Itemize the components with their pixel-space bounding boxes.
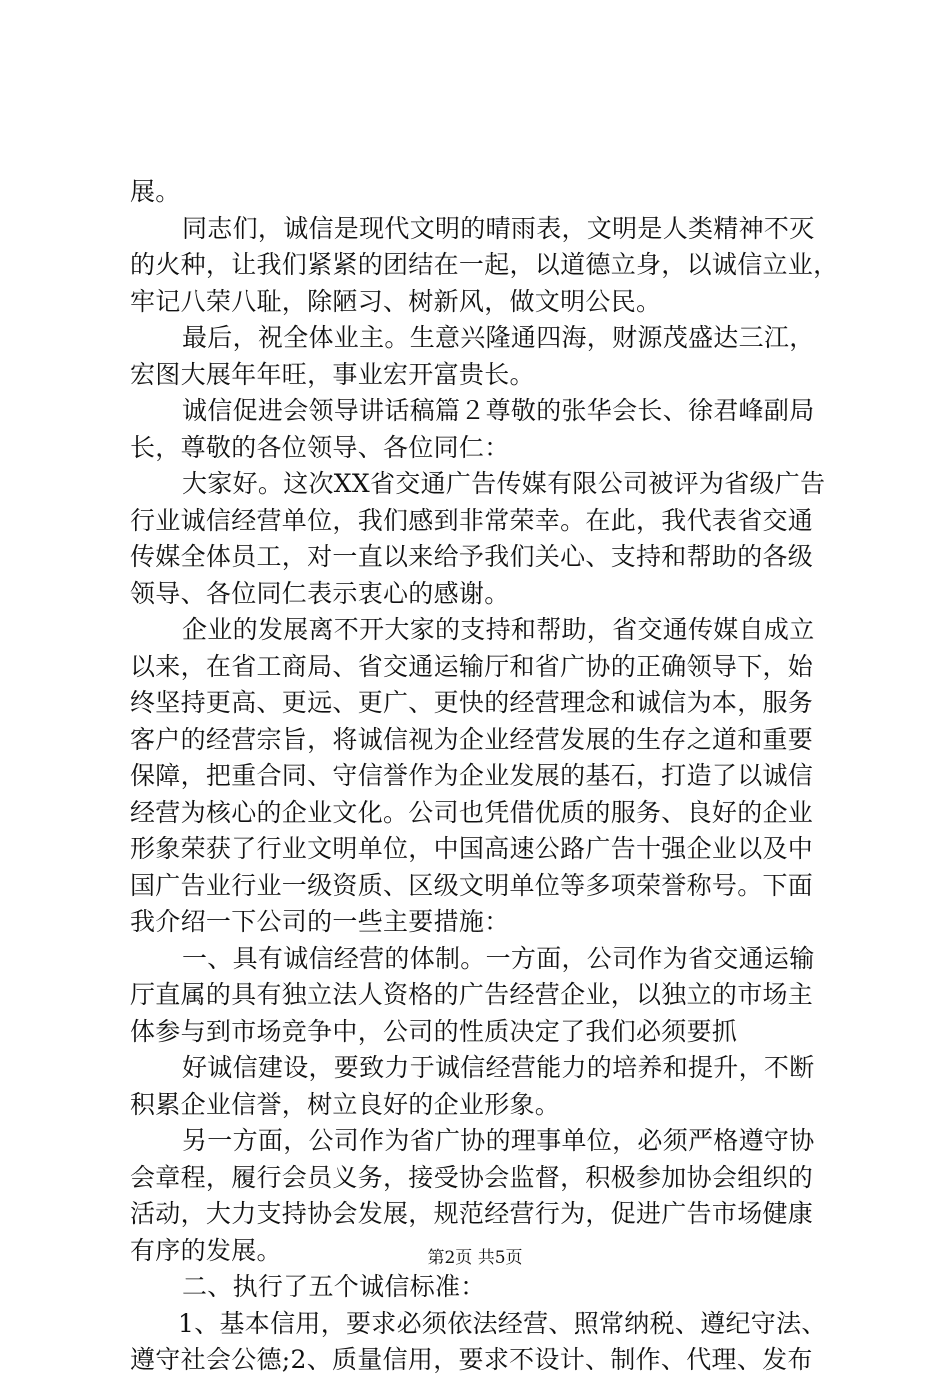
text-line: 牢记八荣八耻，除陋习、树新风，做文明公民。 <box>130 286 662 316</box>
text-line: 另一方面，公司作为省广协的理事单位，必须严格遵守协 <box>182 1126 815 1155</box>
text-line: 长，尊敬的各位领导、各位同仁： <box>130 432 510 462</box>
text-line: 会章程，履行会员义务，接受协会监督，积极参加协会组织的 <box>130 1162 814 1192</box>
text-line: 保障，把重合同、守信誉作为企业发展的基石，打造了以诚信 <box>130 761 814 790</box>
text-line: 领导、各位同仁表示衷心的感谢。 <box>130 578 510 608</box>
text-line: 同志们，诚信是现代文明的晴雨表，文明是人类精神不灭 <box>182 213 815 243</box>
text-line: 诚信促进会领导讲话稿篇２尊敬的张华会长、徐君峰副局 <box>182 396 815 425</box>
text-line: 以来，在省工商局、省交通运输厅和省广协的正确领导下，始 <box>130 651 814 681</box>
text-line: 好诚信建设，要致力于诚信经营能力的培养和提升，不断 <box>182 1053 815 1082</box>
text-line: 经营为核心的企业文化。公司也凭借优质的服务、良好的企业 <box>130 797 814 827</box>
text-line: 最后，祝全体业主。生意兴隆通四海，财源茂盛达三江， <box>182 323 815 352</box>
text-line: 企业的发展离不开大家的支持和帮助，省交通传媒自成立 <box>182 615 815 644</box>
text-line: 体参与到市场竞争中，公司的性质决定了我们必须要抓 <box>130 1016 738 1046</box>
text-line: 大家好。这次XX省交通广告传媒有限公司被评为省级广告 <box>182 469 826 498</box>
document-body <box>130 174 839 1379</box>
text-line: 宏图大展年年旺，事业宏开富贵长。 <box>130 359 535 389</box>
text-line: 终坚持更高、更远、更广、更快的经营理念和诚信为本，服务 <box>130 688 814 717</box>
text-line: 活动，大力支持协会发展，规范经营行为，促进广告市场健康 <box>130 1199 814 1228</box>
text-line: 我介绍一下公司的一些主要措施： <box>130 907 510 936</box>
text-line: 遵守社会公德;2、质量信用，要求不设计、制作、代理、发布 <box>130 1345 813 1374</box>
text-line: 形象荣获了行业文明单位，中国高速公路广告十强企业以及中 <box>130 834 814 863</box>
text-line: 行业诚信经营单位，我们感到非常荣幸。在此，我代表省交通 <box>130 505 814 535</box>
text-line: 客户的经营宗旨，将诚信视为企业经营发展的生存之道和重要 <box>130 724 814 754</box>
text-line: 1、基本信用，要求必须依法经营、照常纳税、遵纪守法、 <box>178 1308 827 1338</box>
text-line: 二、执行了五个诚信标准： <box>182 1272 486 1301</box>
text-line: 积累企业信誉，树立良好的企业形象。 <box>130 1089 561 1119</box>
text-line: 厅直属的具有独立法人资格的广告经营企业，以独立的市场主 <box>130 980 814 1009</box>
text-line: 的火种，让我们紧紧的团结在一起，以道德立身，以诚信立业， <box>130 250 839 279</box>
text-line: 传媒全体员工，对一直以来给予我们关心、支持和帮助的各级 <box>130 542 814 571</box>
text-line: 展。 <box>130 177 181 206</box>
text-line: 国广告业行业一级资质、区级文明单位等多项荣誉称号。下面 <box>130 870 814 900</box>
text-line: 一、具有诚信经营的体制。一方面，公司作为省交通运输 <box>182 943 815 973</box>
text-line: 有序的发展。 <box>130 1235 282 1265</box>
page-footer: 第2页 共5页 <box>427 1248 523 1268</box>
